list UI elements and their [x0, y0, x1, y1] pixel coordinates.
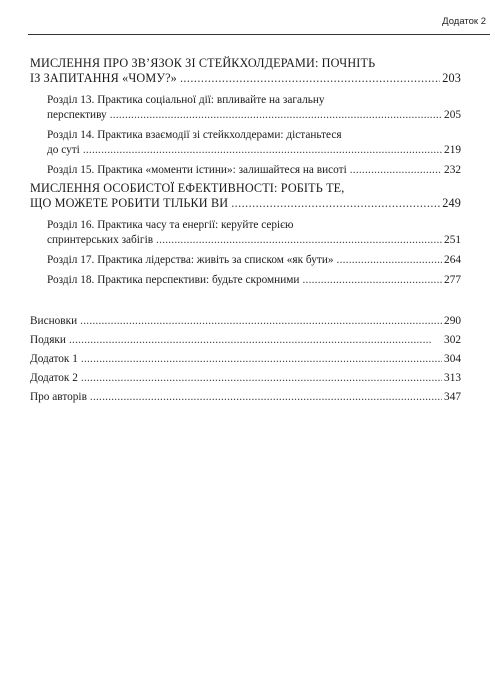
toc-entry-title-line: Розділ 18. Практика перспективи: будьте скромними	[47, 274, 300, 286]
dot-leader	[337, 253, 443, 268]
dot-leader	[231, 196, 440, 211]
toc-entry-page-number: 251	[444, 234, 461, 246]
toc-entry-page-number: 313	[444, 372, 461, 384]
toc-entry-title-line: Висновки	[30, 315, 78, 327]
toc-entry-page-number: 205	[444, 109, 461, 121]
toc-entry-page-number: 249	[442, 196, 461, 210]
toc-entry-title-line: ІЗ ЗАПИТАННЯ «ЧОМУ?»	[30, 71, 177, 85]
toc-entry-misc[interactable]	[30, 333, 461, 348]
toc-entry-title-line: Додаток 1	[30, 353, 78, 365]
dot-leader	[83, 143, 442, 158]
dot-leader	[110, 108, 442, 123]
toc-entry-title-line: ЩО МОЖЕТЕ РОБИТИ ТІЛЬКИ ВИ	[30, 196, 229, 210]
toc-entry-chapter[interactable]	[30, 93, 461, 123]
toc-entry-misc[interactable]	[30, 390, 461, 405]
toc-entry-page-number: 203	[442, 71, 461, 85]
dot-leader	[350, 163, 442, 178]
toc-entry-title-line: до суті	[47, 144, 80, 156]
running-header	[28, 14, 490, 35]
toc-entry-title-line: МИСЛЕННЯ ПРО ЗВ’ЯЗОК ЗІ СТЕЙКХОЛДЕРАМИ: ПОЧНІТЬ	[30, 56, 376, 70]
toc-entry-chapter[interactable]	[30, 253, 461, 268]
running-header-title: Додаток 2	[442, 16, 486, 27]
dot-leader	[80, 314, 442, 329]
toc-entry-chapter[interactable]	[30, 128, 461, 158]
table-of-contents	[30, 56, 461, 405]
dot-leader	[156, 233, 442, 248]
toc-entry-title-line: Про авторів	[30, 391, 87, 403]
toc-entry-page-number: 232	[444, 164, 461, 176]
toc-entry-title-line: Подяки	[30, 334, 66, 346]
toc-entry-chapter[interactable]	[30, 163, 461, 178]
toc-entry-misc[interactable]	[30, 352, 461, 367]
toc-entry-title-line: Розділ 17. Практика лідерства: живіть за списком «як бути»	[47, 254, 334, 266]
toc-entry-title-line: Розділ 16. Практика часу та енергії: керуйте серією	[47, 219, 294, 231]
toc-entry-misc[interactable]	[30, 371, 461, 386]
dot-leader	[81, 371, 442, 386]
dot-leader	[302, 273, 442, 288]
toc-entry-title-line: перспективу	[47, 109, 107, 121]
toc-entry-page-number: 219	[444, 144, 461, 156]
dot-leader	[81, 352, 442, 367]
toc-entry-title-line: Розділ 15. Практика «моменти істини»: залишайтеся на висоті	[47, 164, 347, 176]
toc-entry-title-line: Розділ 14. Практика взаємодії зі стейкхолдерами: дістаньтеся	[47, 129, 342, 141]
toc-entry-title-line: Додаток 2	[30, 372, 78, 384]
toc-entry-misc[interactable]	[30, 314, 461, 329]
toc-entry-page-number: 290	[444, 315, 461, 327]
toc-entry-page-number: 302	[444, 334, 461, 346]
toc-entry-page-number: 264	[444, 254, 461, 266]
toc-entry-title-line: спринтерських забігів	[47, 234, 154, 246]
toc-entry-part[interactable]	[30, 181, 461, 211]
toc-entry-page-number: 347	[444, 391, 461, 403]
dot-leader	[69, 333, 442, 348]
dot-leader	[90, 390, 442, 405]
toc-entry-page-number: 277	[444, 274, 461, 286]
toc-entry-title-line: МИСЛЕННЯ ОСОБИСТОЇ ЕФЕКТИВНОСТІ: РОБІТЬ ТЕ,	[30, 181, 345, 195]
toc-entry-part[interactable]	[30, 56, 461, 86]
toc-entry-page-number: 304	[444, 353, 461, 365]
toc-entry-chapter[interactable]	[30, 273, 461, 288]
dot-leader	[180, 71, 440, 86]
toc-entry-title-line: Розділ 13. Практика соціальної дії: впливайте на загальну	[47, 94, 325, 106]
toc-entry-chapter[interactable]	[30, 218, 461, 248]
